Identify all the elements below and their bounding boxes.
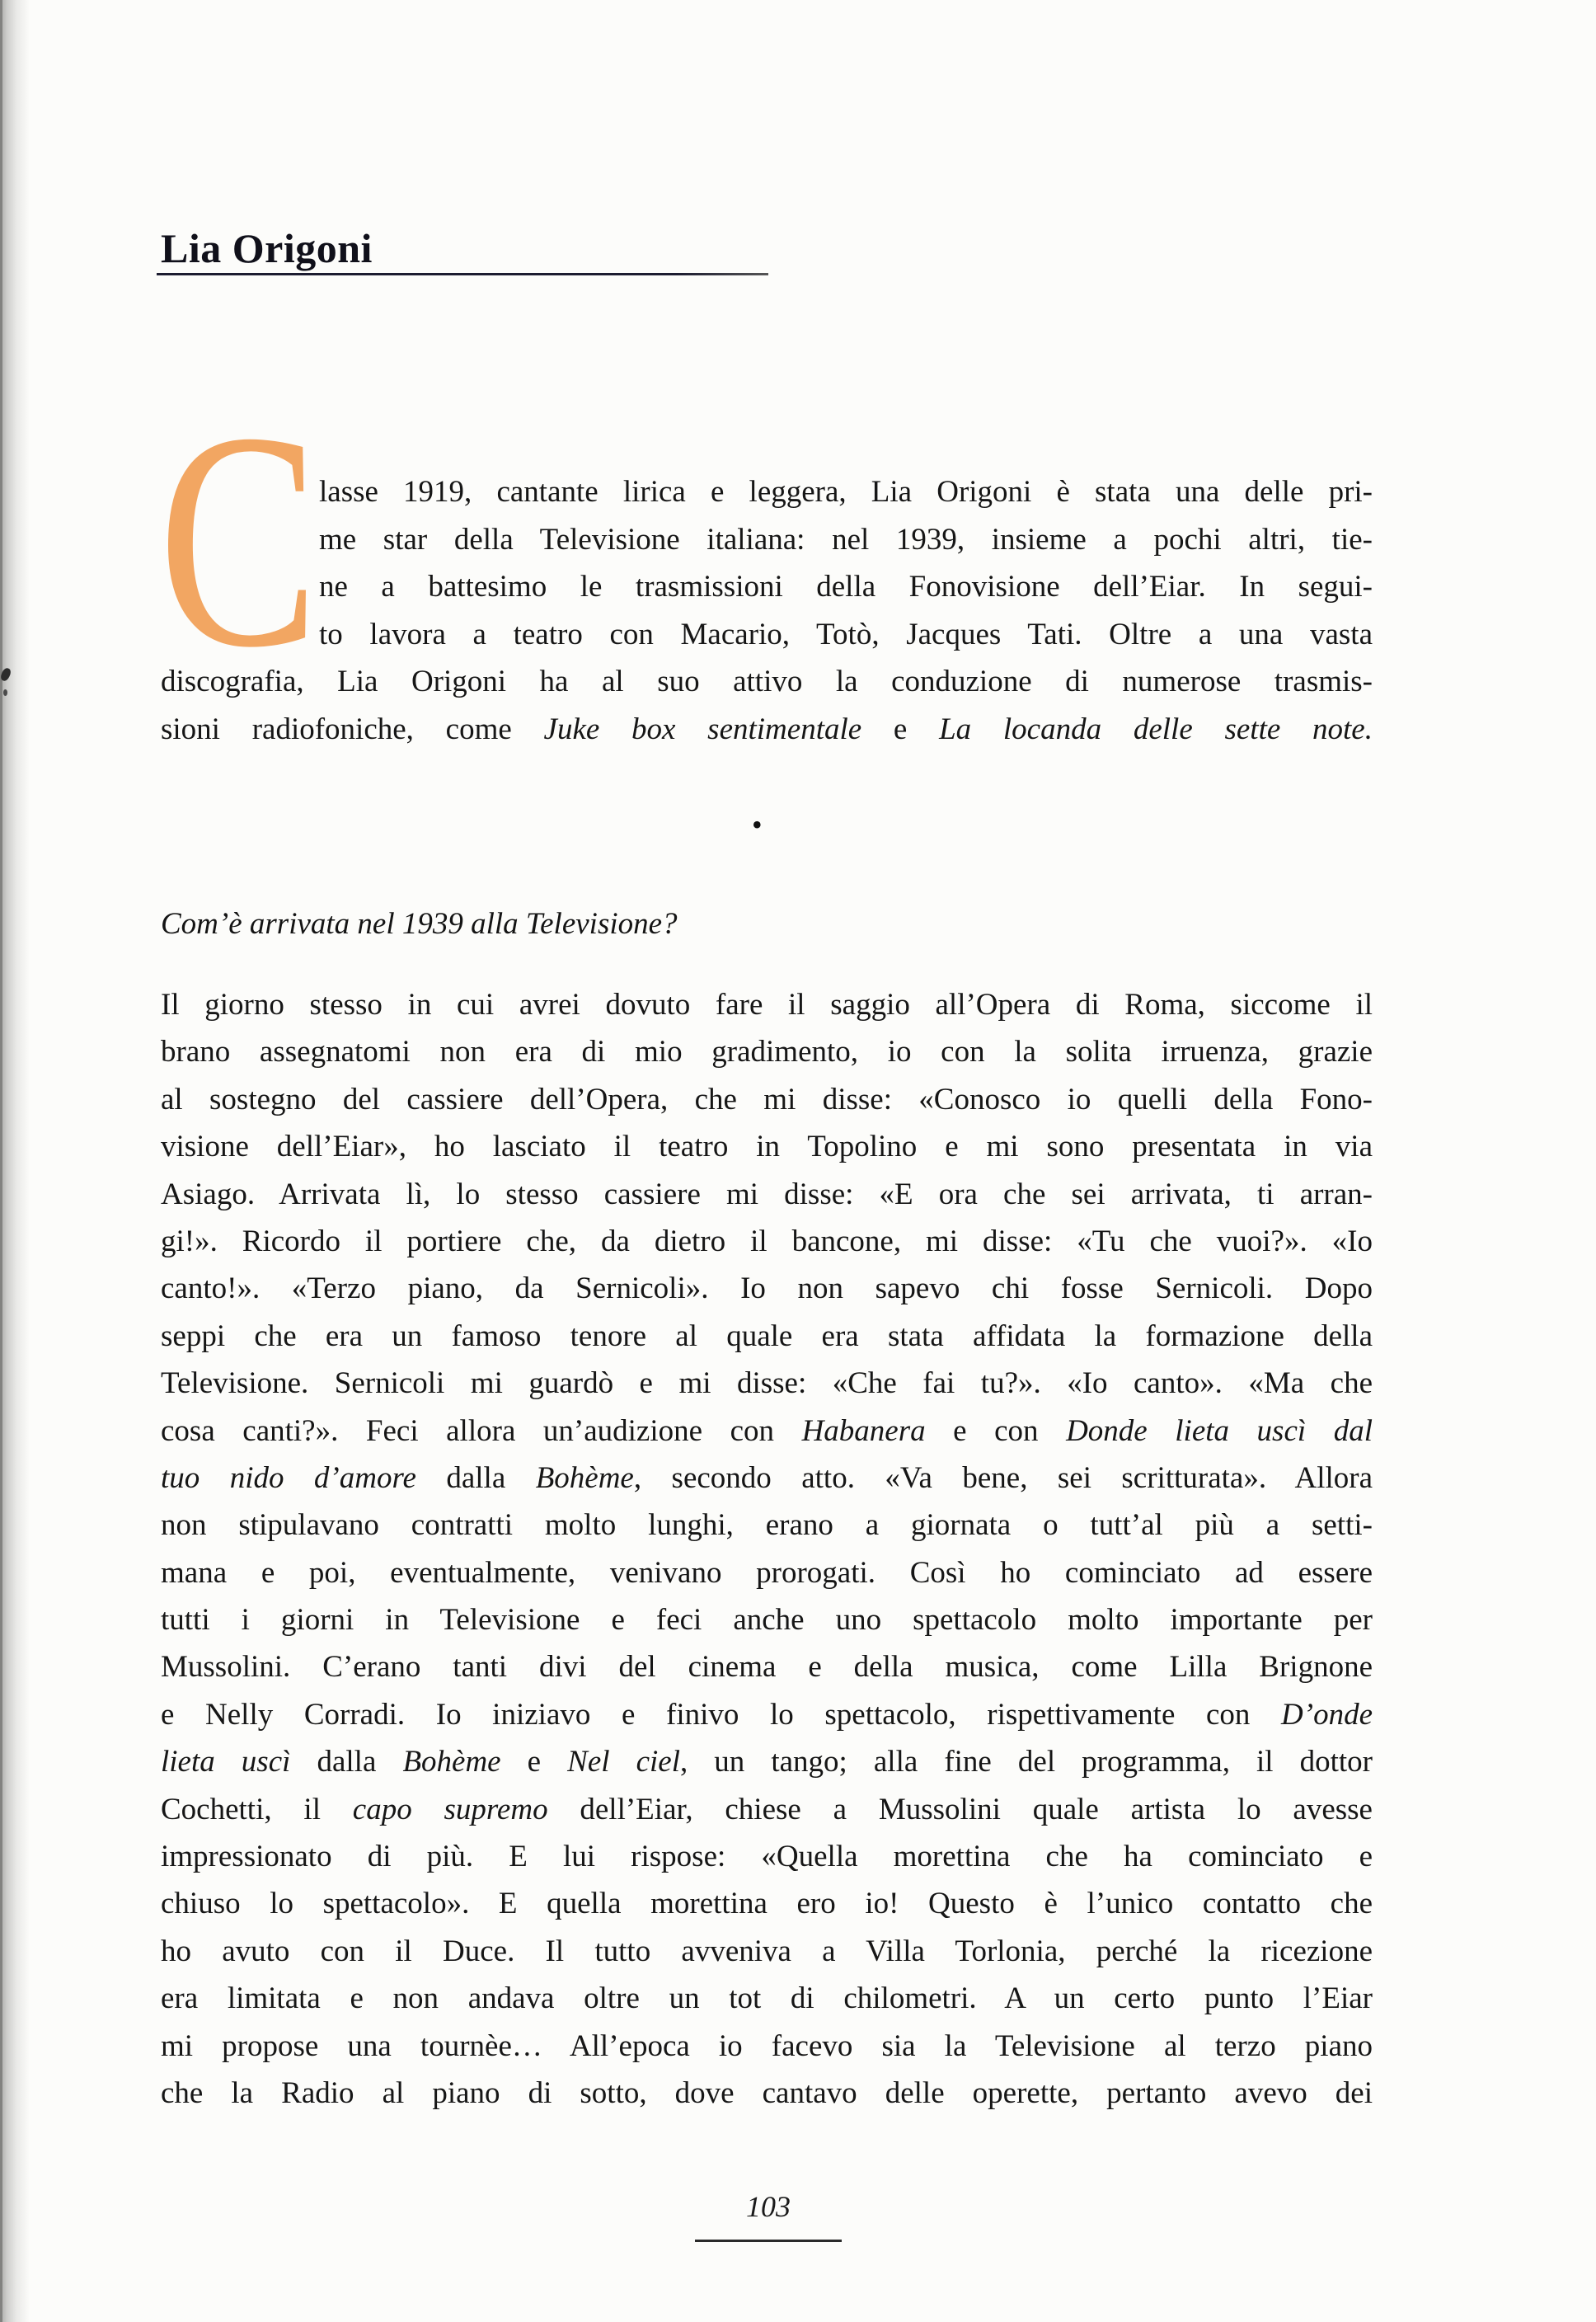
- text-line: che la Radio al piano di sotto, dove cantavo delle operette, pertanto avevo dei: [161, 2075, 1373, 2110]
- title-rule: [157, 273, 768, 275]
- text-line: ho avuto con il Duce. Il tutto avveniva a Villa Torlonia, perché la ricezione: [161, 1934, 1373, 1968]
- interview-question: Com’è arrivata nel 1939 alla Televisione?: [161, 907, 678, 941]
- intro-paragraph: [161, 468, 1373, 754]
- text-line: ne a battesimo le trasmissioni della Fonovisione dell’Eiar. In segui-: [319, 570, 1373, 604]
- page-edge-line: [0, 0, 2, 2322]
- text-line: Televisione. Sernicoli mi guardò e mi disse: «Che fai tu?». «Io canto». «Ma che: [161, 1366, 1373, 1401]
- text-line: era limitata e non andava oltre un tot di chilometri. A un certo punto l’Eiar: [161, 1981, 1373, 2016]
- text-line: brano assegnatomi non era di mio gradimento, io con la solita irruenza, grazie: [161, 1035, 1373, 1069]
- page-gutter-shadow: [0, 0, 30, 2322]
- text-line: discografia, Lia Origoni ha al suo attivo la conduzione di numerose trasmis-: [161, 665, 1373, 699]
- text-line: me star della Televisione italiana: nel 1939, insieme a pochi altri, tie-: [319, 522, 1373, 557]
- text-line: non stipulavano contratti molto lunghi, erano a giornata o tutt’al più a setti-: [161, 1508, 1373, 1543]
- text-line: mana e poi, eventualmente, venivano prorogati. Così ho cominciato ad essere: [161, 1555, 1373, 1590]
- text-line: Cochetti, il capo supremo dell’Eiar, chiese a Mussolini quale artista lo avesse: [161, 1792, 1373, 1826]
- text-line: Mussolini. C’erano tanti divi del cinema e della musica, come Lilla Brignone: [161, 1650, 1373, 1685]
- text-line: lieta uscì dalla Bohème e Nel ciel, un tango; alla fine del programma, il dottor: [161, 1745, 1373, 1779]
- text-line: seppi che era un famoso tenore al quale era stata affidata la formazione della: [161, 1318, 1373, 1353]
- text-line: to lavora a teatro con Macario, Totò, Jacques Tati. Oltre a una vasta: [319, 617, 1373, 651]
- text-line: visione dell’Eiar», ho lasciato il teatro in Topolino e mi sono presentata in via: [161, 1130, 1373, 1164]
- text-line: tuo nido d’amore dalla Bohème, secondo atto. «Va bene, sei scritturata». Allora: [161, 1460, 1373, 1495]
- text-line: tutti i giorni in Televisione e feci anche uno spettacolo molto importante per: [161, 1603, 1373, 1638]
- section-separator-bullet: •: [752, 808, 763, 841]
- page-number: 103: [746, 2190, 791, 2223]
- text-line: e Nelly Corradi. Io iniziavo e finivo lo spettacolo, rispettivamente con D’onde: [161, 1697, 1373, 1732]
- text-line: al sostegno del cassiere dell’Opera, che mi disse: «Conosco io quelli della Fono-: [161, 1082, 1373, 1116]
- interview-answer-paragraph: [161, 981, 1373, 2117]
- text-line: Asiago. Arrivata lì, lo stesso cassiere mi disse: «E ora che sei arrivata, ti arran-: [161, 1177, 1373, 1211]
- text-line: impressionato di più. E lui rispose: «Quella morettina che ha cominciato e: [161, 1840, 1373, 1874]
- page-number-rule: [695, 2240, 842, 2242]
- ink-mark: [3, 689, 7, 696]
- text-line: Il giorno stesso in cui avrei dovuto fare il saggio all’Opera di Roma, siccome il: [161, 988, 1373, 1022]
- chapter-title: Lia Origoni: [161, 225, 373, 271]
- drop-cap-letter: C: [158, 369, 320, 712]
- text-line: lasse 1919, cantante lirica e leggera, Lia Origoni è stata una delle pri-: [319, 475, 1373, 509]
- text-line: cosa canti?». Feci allora un’audizione con Habanera e con Donde lieta uscì dal: [161, 1413, 1373, 1448]
- text-line: canto!». «Terzo piano, da Sernicoli». Io non sapevo chi fosse Sernicoli. Dopo: [161, 1271, 1373, 1306]
- text-line: mi propose una tournèe… All’epoca io facevo sia la Televisione al terzo piano: [161, 2028, 1373, 2063]
- text-line: chiuso lo spettacolo». E quella morettina ero io! Questo è l’unico contatto che: [161, 1887, 1373, 1921]
- text-line: gi!». Ricordo il portiere che, da dietro il bancone, mi disse: «Tu che vuoi?». «Io: [161, 1224, 1373, 1258]
- text-line: sioni radiofoniche, come Juke box sentimentale e La locanda delle sette note.: [161, 712, 1373, 746]
